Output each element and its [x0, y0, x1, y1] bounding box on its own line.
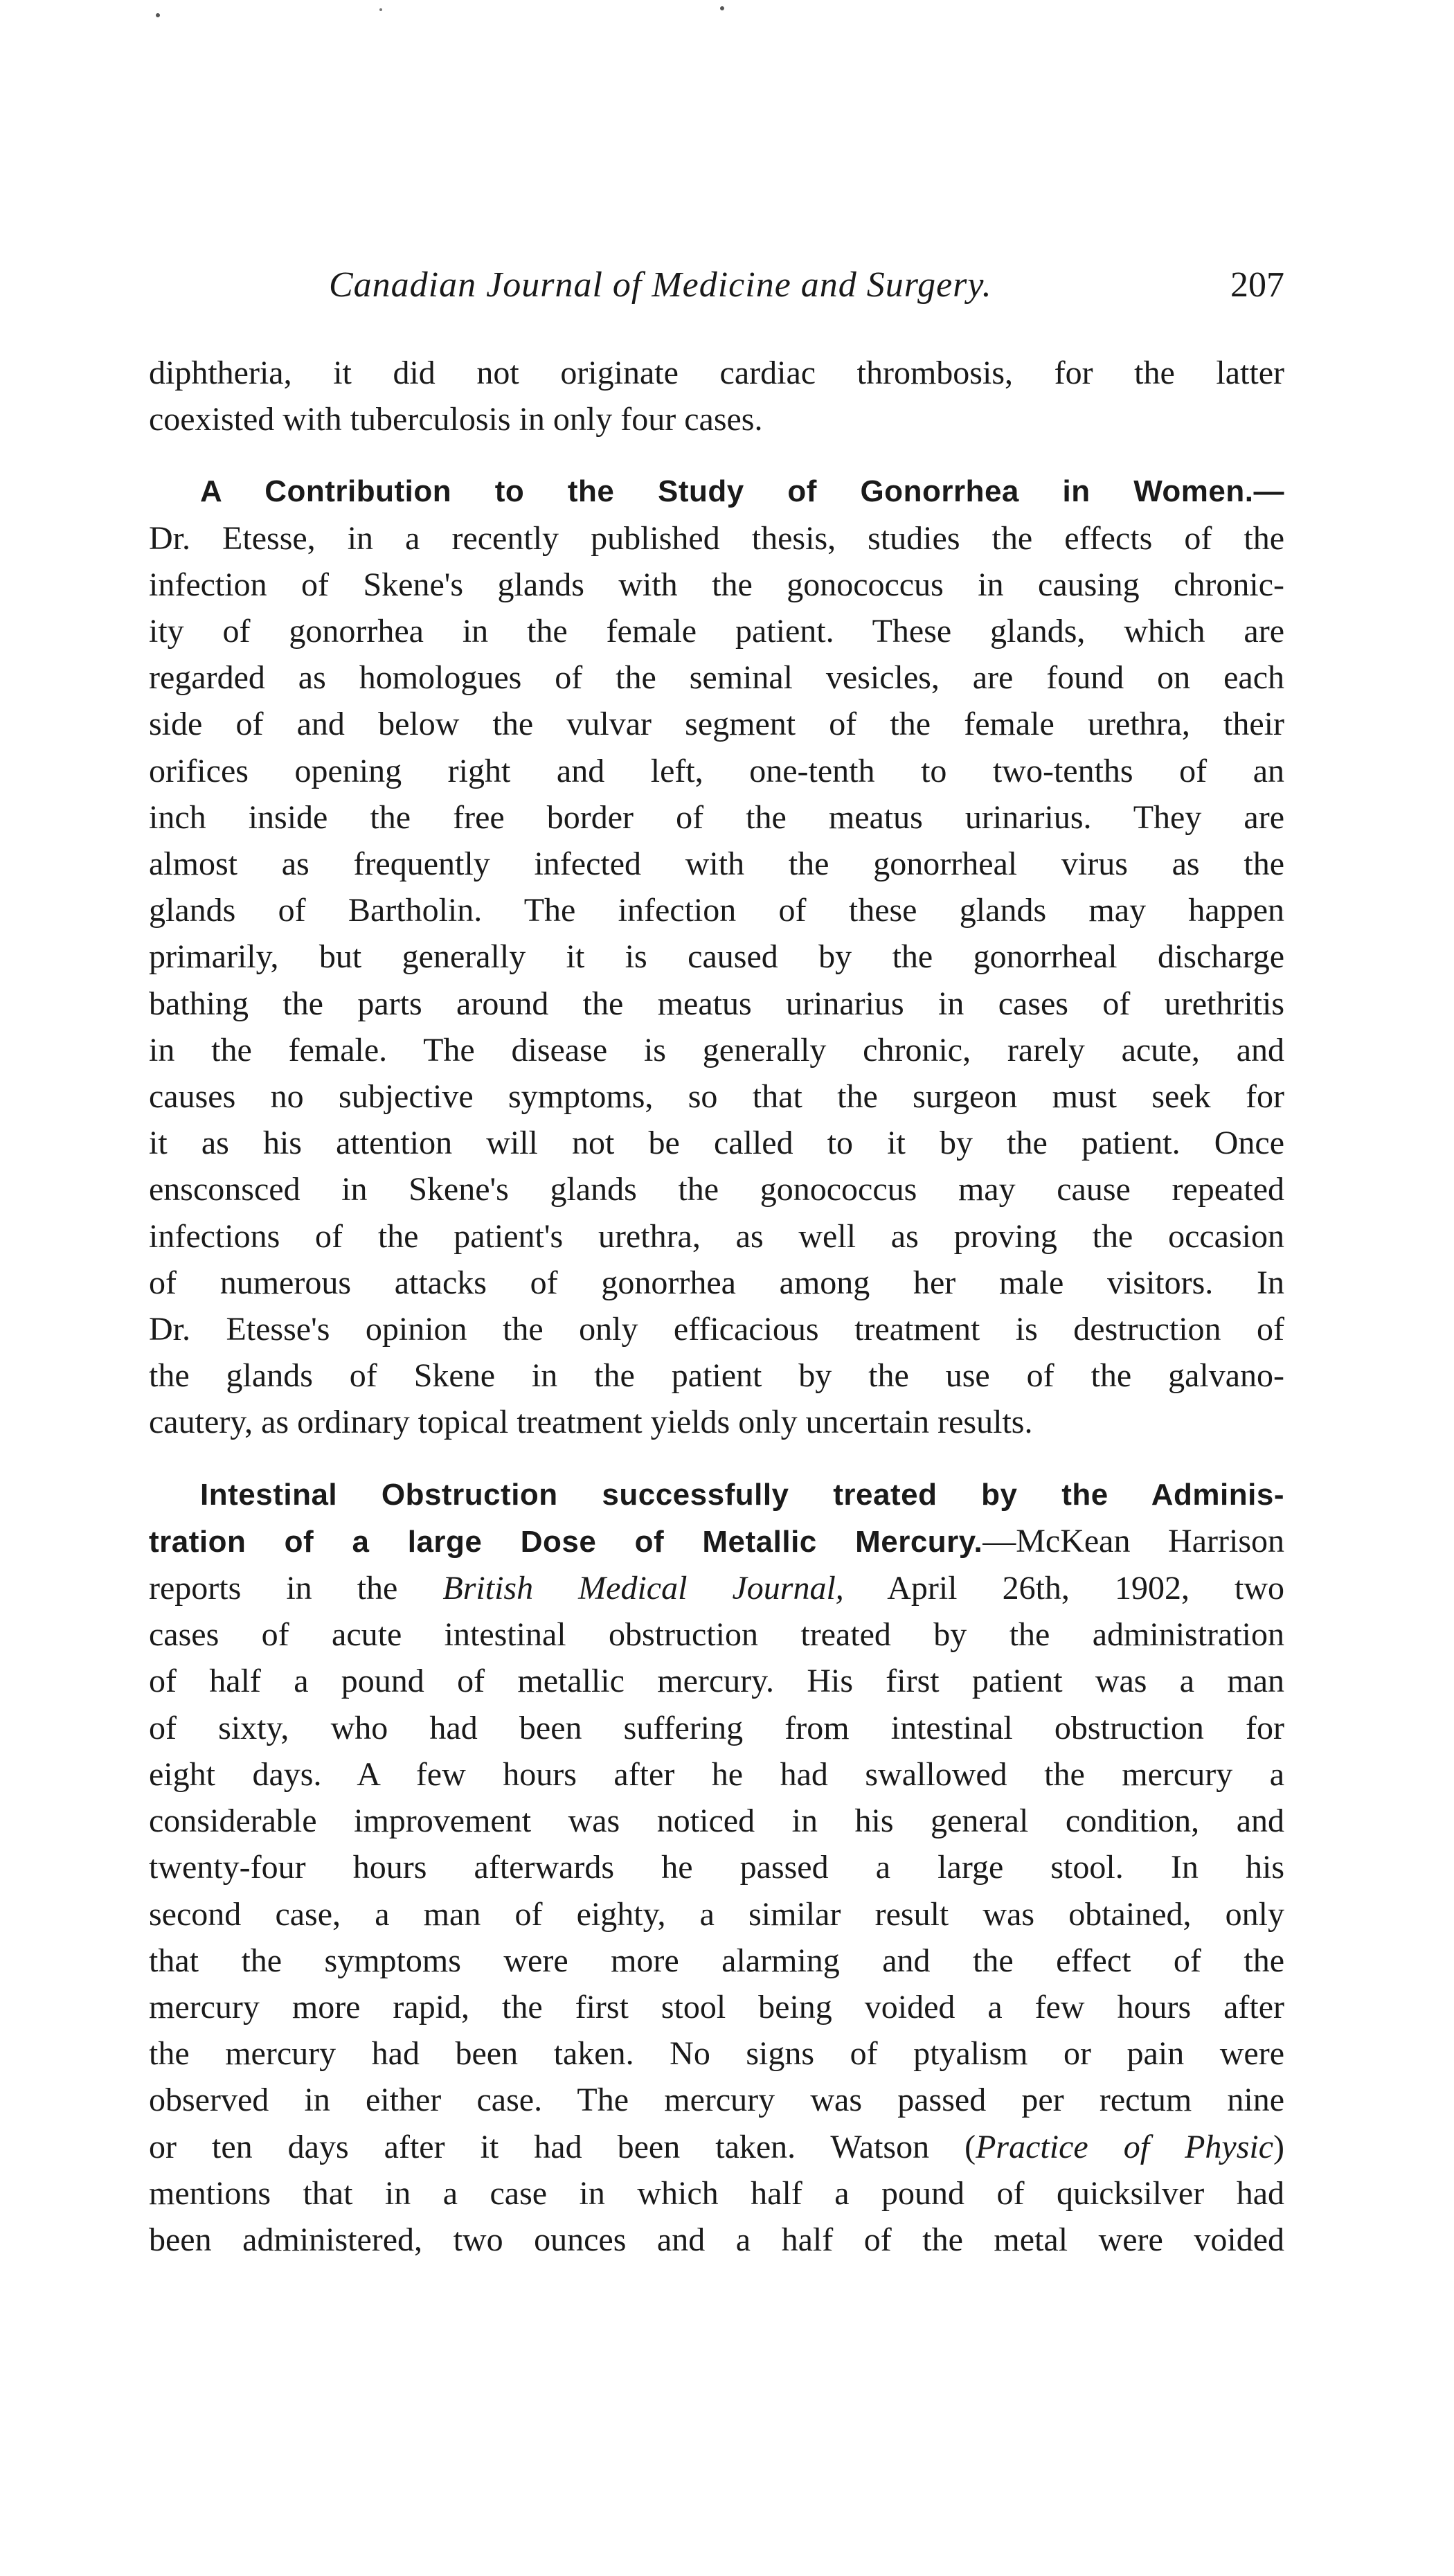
heading-text: tration of a large Dose of Metallic Mercury. — [149, 1524, 983, 1559]
citation-pre: reports in the — [149, 1570, 443, 1607]
page-number: 207 — [1230, 265, 1284, 305]
text-line-journal-citation — [149, 1565, 1284, 1611]
journal-name: British Medical Journal, — [442, 1570, 844, 1607]
running-head — [149, 265, 1284, 320]
text-line: causes no subjective symptoms, so that the surgeon must seek for — [149, 1078, 1284, 1116]
heading-continuation: —McKean Harrison — [982, 1522, 1284, 1559]
text-line: side of and below the vulvar segment of the female urethra, their — [149, 706, 1284, 743]
heading-text: Intestinal Obstruction successfully treated by the Adminis- — [200, 1477, 1284, 1512]
text-line: observed in either case. The mercury was passed per rectum nine — [149, 2082, 1284, 2119]
text-line: Dr. Etesse, in a recently published thesis, studies the effects of the — [149, 519, 1284, 557]
paper-specks — [0, 0, 1454, 55]
speck-mid — [379, 8, 382, 11]
text-line: inch inside the free border of the meatus urinarius. They are — [149, 798, 1284, 836]
heading-text: A Contribution to the Study of Gonorrhea in Women.— — [200, 474, 1284, 509]
journal-title: Canadian Journal of Medicine and Surgery. — [329, 265, 992, 305]
text-line: glands of Bartholin. The infection of these glands may happen — [149, 892, 1284, 929]
speck-right — [720, 6, 724, 10]
text-line: eight days. A few hours after he had swallowed the mercury a — [149, 1755, 1284, 1793]
book-title: Practice of Physic — [976, 2128, 1274, 2165]
text-line-watson-citation — [149, 2124, 1284, 2170]
text-line: of sixty, who had been suffering from intestinal obstruction for — [149, 1709, 1284, 1746]
text-line: coexisted with tuberculosis in only four cases. — [149, 401, 763, 438]
text-line: been administered, two ounces and a half of the metal were voided — [149, 2221, 1284, 2258]
text-line: cautery, as ordinary topical treatment yields only uncertain results. — [149, 1404, 1033, 1441]
text-line: primarily, but generally it is caused by the gonorrheal discharge — [149, 938, 1284, 976]
article-heading-gonorrhea — [149, 467, 1284, 515]
text-line: Dr. Etesse's opinion the only efficacious treatment is destruction of — [149, 1311, 1284, 1348]
article-heading-intestinal-line1 — [149, 1471, 1284, 1518]
paragraph-intestinal-obstruction — [149, 1471, 1284, 2263]
text-line: it as his attention will not be called to it by the patient. Once — [149, 1125, 1284, 1162]
text-line: bathing the parts around the meatus urinarius in cases of urethritis — [149, 985, 1284, 1022]
text-line: in the female. The disease is generally chronic, rarely acute, and — [149, 1031, 1284, 1068]
text-line: of numerous attacks of gonorrhea among her male visitors. In — [149, 1264, 1284, 1301]
text-line: almost as frequently infected with the gonorrheal virus as the — [149, 846, 1284, 883]
text-line: diphtheria, it did not originate cardiac thrombosis, for the latter — [149, 355, 1284, 391]
watson-pre: or ten days after it had been taken. Watson ( — [149, 2128, 976, 2165]
text-line: second case, a man of eighty, a similar result was obtained, only — [149, 1895, 1284, 1933]
text-line: orifices opening right and left, one-tenth to two-tenths of an — [149, 752, 1284, 789]
text-line: cases of acute intestinal obstruction treated by the administration — [149, 1616, 1284, 1654]
text-line: infection of Skene's glands with the gonococcus in causing chronic- — [149, 566, 1284, 603]
text-line: mentions that in a case in which half a pound of quicksilver had — [149, 2174, 1284, 2212]
citation-post: April 26th, 1902, two — [843, 1570, 1284, 1607]
paragraph-diphtheria-continued — [149, 350, 1284, 442]
article-body — [149, 350, 1284, 2288]
paragraph-gonorrhea — [149, 467, 1284, 1445]
text-line: considerable improvement was noticed in his general condition, and — [149, 1803, 1284, 1840]
text-line: the glands of Skene in the patient by the use of the galvano- — [149, 1357, 1284, 1395]
speck-left — [156, 13, 160, 17]
watson-post: ) — [1273, 2128, 1284, 2165]
text-line: infections of the patient's urethra, as well as proving the occasion — [149, 1217, 1284, 1255]
text-line: of half a pound of metallic mercury. His first patient was a man — [149, 1663, 1284, 1700]
article-heading-intestinal-line2 — [149, 1518, 1284, 1565]
text-line: regarded as homologues of the seminal vesicles, are found on each — [149, 659, 1284, 697]
text-line: ensconsced in Skene's glands the gonococcus may cause repeated — [149, 1171, 1284, 1208]
text-line: that the symptoms were more alarming and the effect of the — [149, 1942, 1284, 1979]
text-line: the mercury had been taken. No signs of ptyalism or pain were — [149, 2035, 1284, 2073]
text-line: ity of gonorrhea in the female patient. These glands, which are — [149, 613, 1284, 650]
text-line: mercury more rapid, the first stool being voided a few hours after — [149, 1988, 1284, 2025]
text-line: twenty-four hours afterwards he passed a large stool. In his — [149, 1849, 1284, 1886]
